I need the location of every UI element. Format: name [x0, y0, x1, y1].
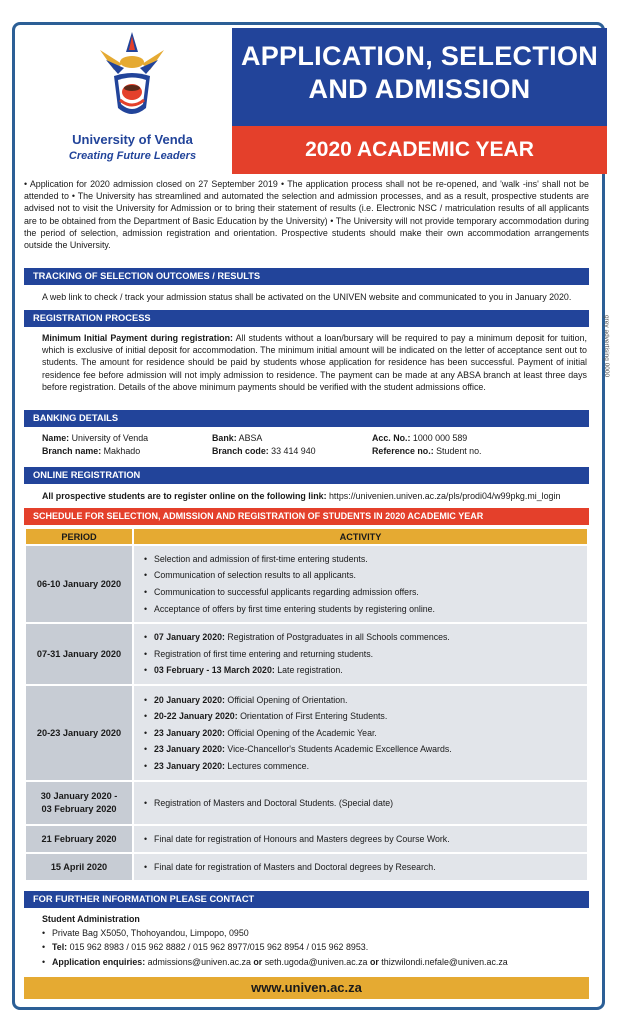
- list-item: • 07 January 2020: Registration of Postgraduates in all Schools commences.: [144, 629, 577, 646]
- list-item: • 03 February - 13 March 2020: Late registration.: [144, 662, 577, 679]
- list-item: • Final date for registration of Honours and Masters degrees by Course Work.: [144, 831, 577, 848]
- activity-cell: [133, 623, 588, 685]
- table-row: [25, 853, 588, 881]
- bank-value: ABSA: [236, 433, 263, 443]
- university-logo: [40, 28, 220, 170]
- table-row: [25, 825, 588, 853]
- tracking-heading: TRACKING OF SELECTION OUTCOMES / RESULTS: [24, 268, 589, 285]
- activity-cell: [133, 781, 588, 825]
- online-lead: All prospective students are to register online on the following link:: [42, 491, 327, 501]
- university-name: University of Venda: [72, 132, 193, 147]
- crest-icon: [92, 30, 172, 130]
- reference-label: Reference no.:: [372, 445, 434, 456]
- period-cell: 20-23 January 2020: [25, 685, 133, 781]
- list-item: • 20 January 2020: Official Opening of Orientation.: [144, 692, 577, 709]
- period-cell: 15 April 2020: [25, 853, 133, 881]
- tracking-text: A web link to check / track your admission status shall be activated on the UNIVEN website and communicated to you in January 2020.: [42, 292, 572, 302]
- registration-text: [42, 332, 587, 393]
- activity-cell: [133, 545, 588, 623]
- branch-name-value: Makhado: [101, 445, 141, 456]
- list-item: • 23 January 2020: Lectures commence.: [144, 758, 577, 775]
- intro-paragraph: • Application for 2020 admission closed on 27 September 2019 • The application process shall not be re-opened, and 'walk -ins' shall not be attended to • The University has streamlined and automated the selection and admission processes, and as a result, prospective students are advised not to visit the University for Admission or to bring their statement of results (i.e. Electronic NSC / matriculation results of all applicants are to be obtained from the Department of Basic Education by the University) • The University will not provide temporary accommodation during the period of selection, admission registration and orientation. Prospective students should make their own accommodation arrangements outside the University.: [24, 179, 589, 251]
- bank-label: Bank:: [212, 433, 237, 443]
- period-column-header: PERIOD: [25, 528, 133, 545]
- online-registration-text: [42, 490, 587, 502]
- title-line-1: APPLICATION, SELECTION: [240, 41, 599, 71]
- website-link[interactable]: www.univen.ac.za: [24, 977, 589, 999]
- list-item: • Communication of selection results to all applicants.: [144, 567, 577, 584]
- banking-col-2: [212, 432, 316, 457]
- table-row: [25, 781, 588, 825]
- table-row: [25, 685, 588, 781]
- contact-address: • Private Bag X5050, Thohoyandou, Limpopo, 0950: [42, 926, 587, 940]
- period-cell: 30 January 2020 - 03 February 2020: [25, 781, 133, 825]
- period-cell: 21 February 2020: [25, 825, 133, 853]
- header: [20, 28, 599, 170]
- bank-name-label: Name:: [42, 433, 70, 443]
- registration-body: All students without a loan/bursary will be required to pay a minimum deposit for tuition, which is exclusive of initial deposit for accommodation. The minimum initial amount will be indicated on the letter of acceptance sent out to students. The amount for residence should be paid by students whose application for residence has been successful. Payment of initial residence fee before admission will not imply admission to residence. The payment can be made at any ABSA branch at least three days before registration. Details of the above minimum payments should be verified with the student admissions office.: [42, 333, 587, 392]
- side-note: grey advertising 0000: [603, 315, 610, 378]
- list-item: • Registration of Masters and Doctoral Students. (Special date): [144, 795, 577, 812]
- contact-enquiries: • Application enquiries: admissions@univen.ac.za or seth.ugoda@univen.ac.za or thizwilondi.nefale@univen.ac.za: [42, 955, 587, 969]
- online-registration-heading: ONLINE REGISTRATION: [24, 467, 589, 484]
- list-item: • Registration of first time entering and returning students.: [144, 646, 577, 663]
- branch-code-label: Branch code:: [212, 445, 269, 456]
- list-item: • Selection and admission of first-time entering students.: [144, 551, 577, 568]
- reference-value: Student no.: [433, 445, 482, 456]
- branch-code-value: 33 414 940: [268, 445, 316, 456]
- registration-heading: REGISTRATION PROCESS: [24, 310, 589, 327]
- registration-lead: Minimum Initial Payment during registration:: [42, 333, 233, 343]
- acc-no-value: 1000 000 589: [410, 433, 468, 443]
- email-link[interactable]: thizwilondi.nefale@univen.ac.za: [378, 956, 508, 967]
- banking-col-1: [42, 432, 148, 457]
- activity-cell: [133, 825, 588, 853]
- list-item: • 20-22 January 2020: Orientation of First Entering Students.: [144, 708, 577, 725]
- list-item: • 23 January 2020: Vice-Chancellor's Students Academic Excellence Awards.: [144, 741, 577, 758]
- banking-col-3: [372, 432, 482, 457]
- contact-department: Student Administration: [42, 914, 140, 924]
- academic-year-banner: 2020 ACADEMIC YEAR: [232, 126, 607, 174]
- list-item: • Final date for registration of Masters and Doctoral degrees by Research.: [144, 859, 577, 876]
- university-tagline: Creating Future Leaders: [68, 150, 197, 162]
- contact-heading: FOR FURTHER INFORMATION PLEASE CONTACT: [24, 891, 589, 908]
- email-link[interactable]: admissions@univen.ac.za: [145, 956, 251, 967]
- email-link[interactable]: seth.ugoda@univen.ac.za: [262, 956, 368, 967]
- branch-name-label: Branch name:: [42, 445, 102, 456]
- bank-name-value: University of Venda: [69, 433, 149, 443]
- schedule-heading: SCHEDULE FOR SELECTION, ADMISSION AND REGISTRATION OF STUDENTS IN 2020 ACADEMIC YEAR: [24, 508, 589, 525]
- period-cell: 06-10 January 2020: [25, 545, 133, 623]
- acc-no-label: Acc. No.:: [372, 433, 411, 443]
- period-cell: 07-31 January 2020: [25, 623, 133, 685]
- table-row: [25, 623, 588, 685]
- online-registration-link[interactable]: https://univenien.univen.ac.za/pls/prodi04/w99pkg.mi_login: [326, 491, 561, 501]
- list-item: • Acceptance of offers by first time entering students by registering online.: [144, 601, 577, 618]
- table-row: [25, 545, 588, 623]
- banking-heading: BANKING DETAILS: [24, 410, 589, 427]
- contact-details: [42, 912, 587, 969]
- list-item: • 23 January 2020: Official Opening of the Academic Year.: [144, 725, 577, 742]
- activity-cell: [133, 853, 588, 881]
- title-line-2: AND ADMISSION: [308, 74, 531, 104]
- activity-cell: [133, 685, 588, 781]
- contact-telephone: • Tel: 015 962 8983 / 015 962 8882 / 015 962 8977/015 962 8954 / 015 962 8953.: [42, 940, 587, 954]
- list-item: • Communication to successful applicants regarding admission offers.: [144, 584, 577, 601]
- schedule-table: [24, 527, 589, 882]
- activity-column-header: ACTIVITY: [133, 528, 588, 545]
- page-title: [232, 28, 607, 126]
